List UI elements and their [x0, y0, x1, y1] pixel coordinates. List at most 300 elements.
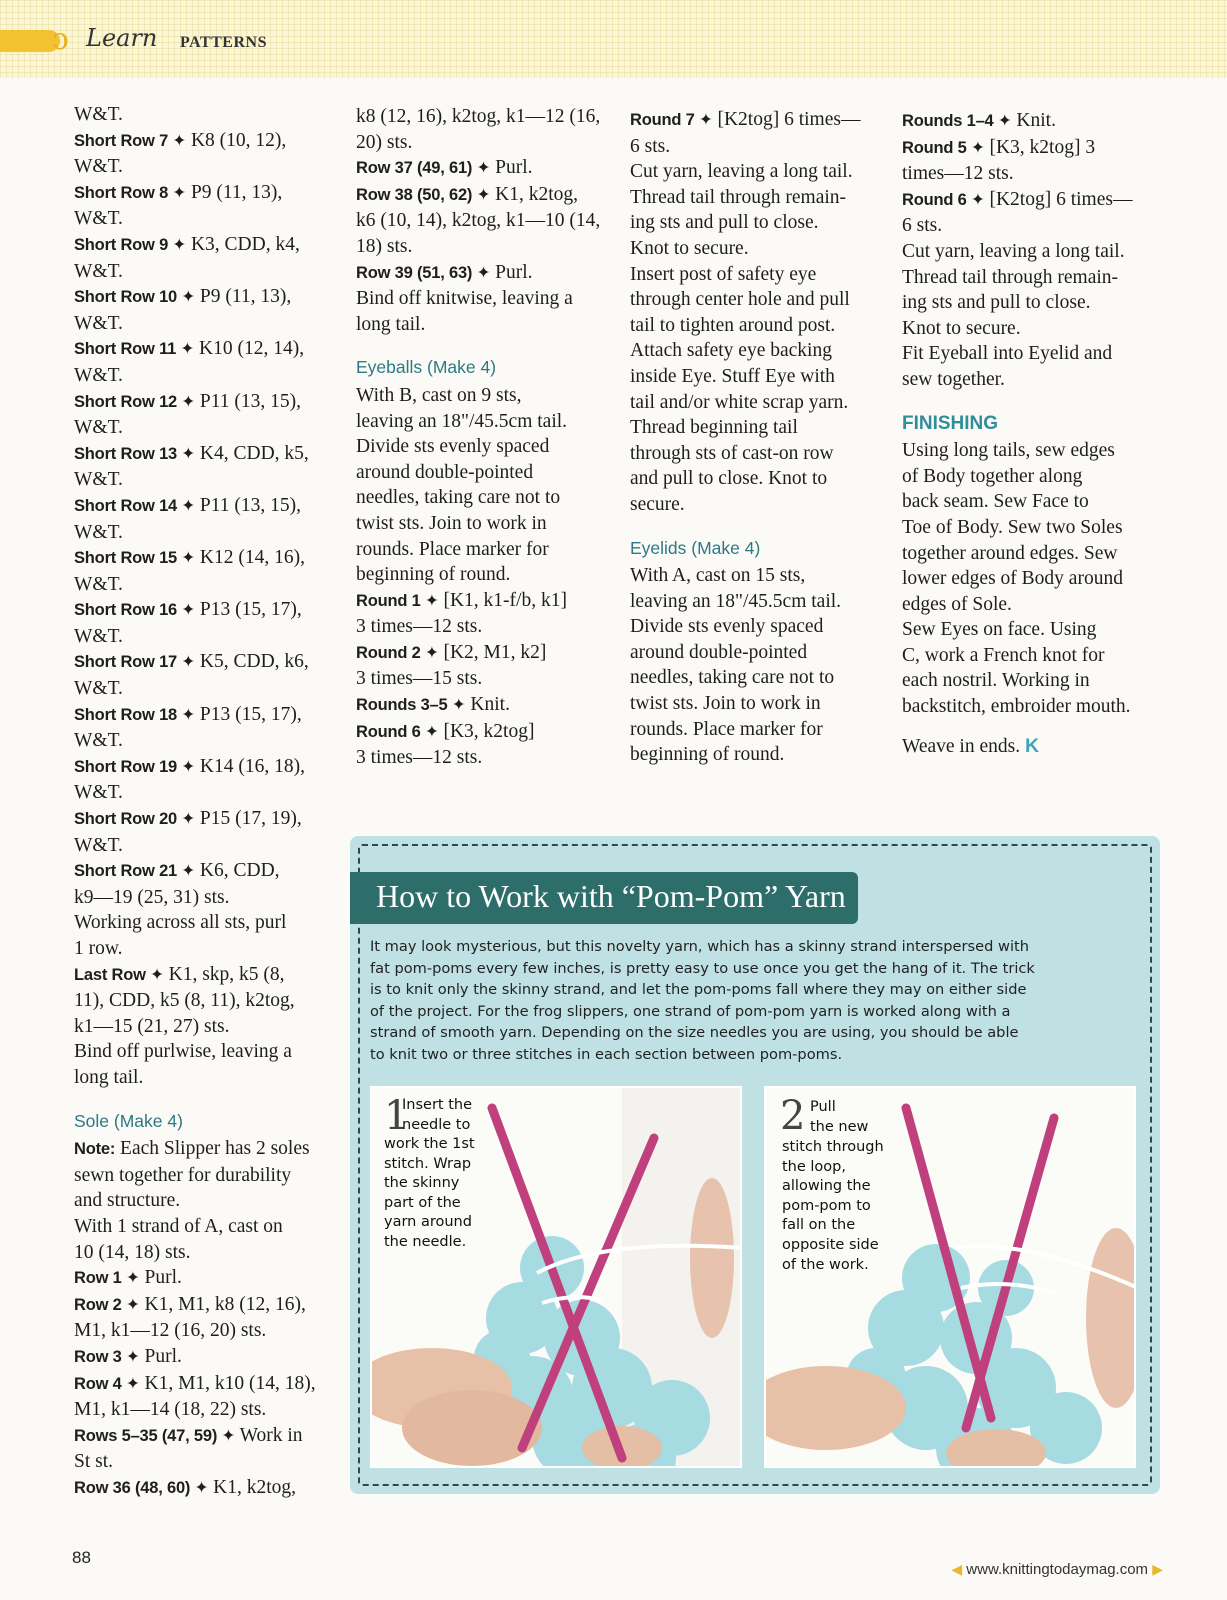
- row-label: Short Row 10 ✦: [74, 288, 196, 307]
- text-line: [74, 833, 344, 859]
- row-label: Short Row 12 ✦: [74, 392, 196, 411]
- row-label: Short Row 14 ✦: [74, 496, 196, 515]
- text-line: [356, 286, 618, 312]
- instruction-text: rounds. Place marker for: [356, 538, 549, 560]
- text-line: [902, 213, 1164, 239]
- instruction-text: With A, cast on 15 sts,: [630, 565, 806, 587]
- section-heading: FINISHING: [902, 412, 999, 434]
- text-line: [630, 313, 892, 339]
- text-line: [630, 236, 892, 262]
- text-line: [902, 489, 1164, 515]
- instruction-text: K1, skp, k5 (8,: [163, 963, 285, 985]
- text-line: [630, 441, 892, 467]
- instruction-text: K12 (14, 16),: [195, 547, 305, 569]
- text-line: [356, 208, 618, 234]
- instruction-text: beginning of round.: [630, 744, 785, 766]
- arrow-right-icon: ▶: [1152, 1561, 1163, 1577]
- instruction-text: Divide sts evenly spaced: [356, 436, 550, 458]
- text-line: [74, 154, 344, 180]
- instruction-text: K1, k2tog,: [208, 1476, 296, 1498]
- instruction-text: 1 row.: [74, 938, 123, 959]
- text-line: [74, 259, 344, 285]
- text-line: [356, 234, 618, 260]
- step-1-text: Insert the needle to: [402, 1097, 472, 1133]
- subheading: Sole (Make 4): [74, 1110, 183, 1131]
- text-line: [630, 742, 892, 768]
- instruction-text: around double-pointed: [630, 641, 808, 663]
- instruction-text: M1, k1—14 (18, 22) sts.: [74, 1399, 267, 1421]
- text-line: [74, 624, 344, 650]
- text-line: [74, 102, 344, 128]
- instruction-text: rounds. Place marker for: [630, 718, 823, 740]
- row-label: Row 39 (51, 63) ✦: [356, 263, 491, 282]
- instruction-text: each nostril. Working in: [902, 670, 1090, 692]
- instruction-text: together around edges. Sew: [902, 542, 1118, 564]
- text-line: [630, 287, 892, 313]
- row-label: Row 3 ✦: [74, 1347, 140, 1366]
- instruction-text: M1, k1—12 (16, 20) sts.: [74, 1320, 267, 1342]
- header-tab-decoration: [0, 30, 60, 52]
- instruction-text: Knot to secure.: [902, 317, 1021, 339]
- instruction-text: 3 times—15 sts.: [356, 668, 483, 690]
- text-line: [74, 128, 344, 155]
- instruction-text: and pull to close. Knot to: [630, 468, 828, 490]
- text-line: [74, 1014, 344, 1040]
- instruction-text: K10 (12, 14),: [194, 338, 305, 360]
- instruction-text: Thread tail through remain-: [902, 266, 1119, 288]
- text-line: [630, 159, 892, 185]
- text-line: [630, 640, 892, 666]
- row-label: Last Row ✦: [74, 965, 164, 984]
- text-line: [630, 390, 892, 416]
- text-line: [74, 676, 344, 702]
- instruction-text: Purl.: [139, 1267, 182, 1289]
- text-line: [74, 910, 344, 936]
- instruction-text: W&T.: [74, 834, 123, 856]
- instruction-text: of Body together along: [902, 465, 1083, 487]
- text-line: [74, 467, 344, 493]
- instruction-text: Bind off knitwise, leaving a: [356, 288, 573, 310]
- text-line: [356, 719, 618, 746]
- instruction-text: W&T.: [74, 782, 123, 804]
- instruction-text: 11), CDD, k5 (8, 11), k2tog,: [74, 990, 295, 1012]
- instruction-text: Bind off purlwise, leaving a: [74, 1041, 292, 1063]
- column-2: [356, 104, 618, 771]
- instruction-text: needles, taking care not to: [356, 487, 561, 509]
- intro-line: fat pom-poms every few inches, is pretty easy to use once you get the hang of it. The trick: [370, 959, 1035, 977]
- instruction-text: times—12 sts.: [902, 163, 1014, 185]
- instruction-text: W&T.: [74, 730, 123, 752]
- text-line: [74, 1188, 344, 1214]
- swirl-icon: ↄ: [52, 22, 69, 57]
- text-line: [74, 885, 344, 911]
- instruction-text: ing sts and pull to close.: [902, 292, 1091, 314]
- instruction-text: Sew Eyes on face. Using: [902, 619, 1097, 641]
- text-line: [74, 1039, 344, 1065]
- text-line: [74, 962, 344, 989]
- intro-line: to knit two or three stitches in each section between pom-poms.: [370, 1045, 843, 1063]
- instruction-text: With B, cast on 9 sts,: [356, 384, 522, 406]
- row-label: Row 1 ✦: [74, 1269, 140, 1288]
- instruction-text: P11 (13, 15),: [195, 390, 302, 412]
- text-line: [74, 363, 344, 389]
- instruction-text: 3 times—12 sts.: [356, 616, 483, 638]
- instruction-text: Knot to secure.: [630, 237, 749, 259]
- text-line: [74, 520, 344, 546]
- text-line: [356, 182, 618, 209]
- text-line: [74, 754, 344, 781]
- row-label: Short Row 20 ✦: [74, 810, 196, 829]
- text-line: [74, 1214, 344, 1240]
- step-number: 1: [384, 1093, 410, 1139]
- text-line: [74, 1397, 344, 1423]
- text-line: [630, 492, 892, 518]
- text-line: [356, 155, 618, 182]
- instruction-text: Knit.: [1011, 110, 1056, 131]
- instruction-text: K1, M1, k8 (12, 16),: [139, 1293, 306, 1315]
- instruction-text: sew together.: [902, 368, 1005, 390]
- instruction-text: sewn together for durability: [74, 1164, 292, 1186]
- step-number: 2: [780, 1093, 806, 1139]
- text-line: [74, 1163, 344, 1189]
- text-line: [356, 383, 618, 409]
- instruction-text: [K3, k2tog]: [438, 720, 535, 742]
- instruction-text: W&T.: [74, 625, 123, 647]
- instruction-text: k6 (10, 14), k2tog, k1—10 (14,: [356, 210, 601, 232]
- row-label: Rounds 1–4 ✦: [902, 112, 1012, 130]
- instruction-text: W&T.: [74, 678, 123, 700]
- instruction-text: 10 (14, 18) sts.: [74, 1241, 191, 1263]
- instruction-text: Weave in ends.: [902, 735, 1025, 757]
- step-2-text-cont: stitch through the loop, allowing the pom-pom to fall on the opposite side of the work.: [782, 1139, 884, 1273]
- instruction-text: Insert post of safety eye: [630, 263, 817, 285]
- text-line: [356, 260, 618, 287]
- text-line: [74, 1318, 344, 1344]
- text-line: [74, 1475, 344, 1502]
- instruction-text: C, work a French knot for: [902, 644, 1105, 666]
- text-line: [74, 806, 344, 833]
- text-line: [630, 614, 892, 640]
- text-line: [902, 367, 1164, 393]
- instruction-text: long tail.: [74, 1066, 144, 1088]
- instruction-text: W&T.: [74, 573, 123, 595]
- text-line: [902, 668, 1164, 694]
- instruction-text: [K3, k2tog] 3: [984, 136, 1096, 158]
- instruction-text: W&T.: [74, 469, 123, 491]
- instruction-text: Toe of Body. Sew two Soles: [902, 516, 1123, 538]
- text-line: [356, 614, 618, 640]
- sidebar-intro: [370, 936, 1140, 1065]
- text-line: [356, 511, 618, 537]
- text-line: [74, 545, 344, 572]
- text-line: [902, 541, 1164, 567]
- instruction-text: Knit.: [465, 694, 510, 716]
- text-line: [74, 1292, 344, 1319]
- text-line: [902, 694, 1164, 720]
- instruction-text: twist sts. Join to work in: [356, 512, 547, 534]
- text-line: [630, 665, 892, 691]
- instruction-text: 20) sts.: [356, 131, 413, 153]
- arrow-left-icon: ◀: [951, 1561, 963, 1577]
- instruction-text: ing sts and pull to close.: [630, 212, 819, 234]
- instruction-text: Divide sts evenly spaced: [630, 616, 824, 638]
- text-line: [74, 232, 344, 259]
- instruction-text: backstitch, embroider mouth.: [902, 696, 1131, 718]
- text-line: [356, 104, 618, 130]
- text-line: [74, 180, 344, 207]
- instruction-text: k9—19 (25, 31) sts.: [74, 886, 230, 908]
- instruction-text: Cut yarn, leaving a long tail.: [630, 161, 853, 183]
- instruction-text: inside Eye. Stuff Eye with: [630, 365, 835, 387]
- intro-line: It may look mysterious, but this novelty yarn, which has a skinny strand interspersed with: [370, 938, 1029, 955]
- instruction-text: tail and/or white scrap yarn.: [630, 391, 849, 413]
- text-line: [630, 563, 892, 589]
- instruction-text: 3 times—12 sts.: [356, 747, 483, 769]
- instruction-text: Fit Eyeball into Eyelid and: [902, 343, 1113, 365]
- text-line: [630, 210, 892, 236]
- text-line: [356, 130, 618, 156]
- row-label: Row 37 (49, 61) ✦: [356, 159, 491, 178]
- spacer: [902, 720, 1164, 734]
- instruction-text: Work in: [235, 1424, 303, 1446]
- instruction-text: W&T.: [74, 364, 123, 386]
- text-line: [356, 409, 618, 435]
- text-line: [356, 537, 618, 563]
- row-label: Short Row 17 ✦: [74, 653, 196, 672]
- instruction-text: 6 sts.: [630, 135, 671, 157]
- text-line: [74, 936, 344, 962]
- row-label: Short Row 8 ✦: [74, 183, 187, 202]
- step-1-text-cont: work the 1st stitch. Wrap the skinny part of the yarn around the needle.: [384, 1136, 475, 1250]
- text-line: [74, 1449, 344, 1475]
- instruction-text: long tail.: [356, 313, 426, 335]
- text-line: [74, 1371, 344, 1398]
- instruction-text: Thread tail through remain-: [630, 186, 847, 208]
- row-label: Short Row 9 ✦: [74, 235, 187, 254]
- text-line: [356, 588, 618, 615]
- instruction-text: W&T.: [74, 208, 123, 230]
- instruction-text: Cut yarn, leaving a long tail.: [902, 240, 1125, 262]
- instruction-text: 6 sts.: [902, 215, 943, 237]
- instruction-text: P11 (13, 15),: [195, 494, 302, 516]
- step-1-photo: [370, 1086, 742, 1468]
- text-line: [902, 643, 1164, 669]
- instruction-text: K3, CDD, k4,: [186, 233, 300, 255]
- text-line: [356, 312, 618, 338]
- text-line: [74, 389, 344, 416]
- row-label: Short Row 15 ✦: [74, 549, 196, 568]
- instruction-text: tail to tighten around post.: [630, 314, 836, 336]
- instruction-text: Using long tails, sew edges: [902, 440, 1115, 462]
- row-label: Short Row 19 ✦: [74, 757, 196, 776]
- instruction-text: Thread beginning tail: [630, 417, 798, 439]
- column-1: [74, 102, 344, 1501]
- text-line: [630, 134, 892, 160]
- section-name: Learn: [86, 24, 158, 52]
- text-line: [74, 336, 344, 363]
- text-line: [630, 691, 892, 717]
- row-label: Short Row 11 ✦: [74, 340, 195, 359]
- row-label: Short Row 18 ✦: [74, 705, 196, 724]
- text-line: [74, 649, 344, 676]
- category-name: PATTERNS: [180, 34, 267, 51]
- text-line: [74, 1423, 344, 1450]
- text-line: [630, 338, 892, 364]
- column-4: [902, 108, 1164, 759]
- instruction-text: edges of Sole.: [902, 593, 1012, 615]
- subheading: Eyeballs (Make 4): [356, 357, 497, 378]
- intro-line: of the project. For the frog slippers, one strand of pom-pom yarn is worked along with a: [370, 1002, 1011, 1020]
- text-line: [356, 640, 618, 667]
- instruction-text: through sts of cast-on row: [630, 442, 834, 464]
- text-line: [902, 316, 1164, 342]
- instruction-text: P13 (15, 17),: [195, 599, 302, 621]
- instruction-text: [K2tog] 6 times—: [984, 188, 1133, 210]
- text-line: [74, 441, 344, 468]
- text-line: [902, 592, 1164, 618]
- row-label: Note:: [74, 1140, 116, 1159]
- instruction-text: back seam. Sew Face to: [902, 491, 1089, 513]
- row-label: Round 1 ✦: [356, 591, 439, 610]
- page-number: 88: [72, 1548, 91, 1567]
- instruction-text: St st.: [74, 1451, 114, 1473]
- instruction-text: Purl.: [139, 1345, 182, 1367]
- text-line: [630, 717, 892, 743]
- text-line: [356, 434, 618, 460]
- row-label: Short Row 16 ✦: [74, 601, 196, 620]
- text-line: [902, 108, 1164, 135]
- text-line: [74, 415, 344, 441]
- instruction-text: P15 (17, 19),: [195, 808, 302, 830]
- row-label: Round 6 ✦: [356, 722, 439, 741]
- step-2-text: Pull the new: [810, 1099, 869, 1135]
- instruction-text: K8 (10, 12),: [186, 129, 287, 151]
- text-line: [630, 107, 892, 134]
- instruction-text: K1, k2tog,: [490, 183, 578, 205]
- text-line: [356, 485, 618, 511]
- instruction-text: Purl.: [490, 157, 533, 179]
- pom-pom-yarn-sidebar: [350, 836, 1160, 1494]
- row-label: Round 6 ✦: [902, 190, 985, 209]
- text-line: [902, 464, 1164, 490]
- step-2-photo: [764, 1086, 1136, 1468]
- instruction-text: secure.: [630, 493, 685, 515]
- text-line: [74, 311, 344, 337]
- row-label: Round 2 ✦: [356, 643, 439, 662]
- magazine-logo-icon: K: [1024, 734, 1040, 757]
- instruction-text: k1—15 (21, 27) sts.: [74, 1015, 230, 1037]
- row-label: Row 36 (48, 60) ✦: [74, 1478, 209, 1497]
- instruction-text: W&T.: [74, 104, 123, 125]
- instruction-text: P9 (11, 13),: [195, 286, 292, 308]
- instruction-text: beginning of round.: [356, 564, 511, 586]
- text-line: [630, 589, 892, 615]
- column-3: [630, 107, 892, 768]
- instruction-text: Attach safety eye backing: [630, 340, 832, 362]
- row-label: Short Row 7 ✦: [74, 131, 187, 150]
- instruction-text: W&T.: [74, 521, 123, 543]
- instruction-text: needles, taking care not to: [630, 667, 835, 689]
- instruction-text: K14 (16, 18),: [195, 755, 305, 777]
- url-text: www.knittingtodaymag.com: [966, 1561, 1149, 1578]
- instruction-text: leaving an 18"/45.5cm tail.: [356, 410, 568, 432]
- text-line: [74, 1240, 344, 1266]
- instruction-text: and structure.: [74, 1190, 181, 1212]
- row-label: Short Row 13 ✦: [74, 444, 196, 463]
- instruction-text: W&T.: [74, 417, 123, 439]
- instruction-text: K5, CDD, k6,: [195, 651, 309, 673]
- instruction-text: With 1 strand of A, cast on: [74, 1215, 283, 1237]
- instruction-text: W&T.: [74, 156, 123, 178]
- instruction-text: K1, M1, k10 (14, 18),: [139, 1372, 316, 1394]
- text-line: [74, 1344, 344, 1371]
- intro-line: strand of smooth yarn. Depending on the size needles you are using, you should be able: [370, 1024, 1019, 1041]
- instruction-text: [K1, k1-f/b, k1]: [438, 589, 567, 611]
- instruction-text: twist sts. Join to work in: [630, 693, 821, 715]
- row-label: Round 7 ✦: [630, 111, 713, 129]
- text-line: [356, 692, 618, 719]
- row-label: Round 5 ✦: [902, 138, 985, 157]
- instruction-text: K4, CDD, k5,: [195, 442, 309, 464]
- text-line: [74, 780, 344, 806]
- text-line: [74, 493, 344, 520]
- instruction-text: W&T.: [74, 260, 123, 282]
- text-line: [902, 438, 1164, 464]
- text-line: [74, 284, 344, 311]
- row-label: Row 38 (50, 62) ✦: [356, 185, 491, 204]
- text-line: [74, 1136, 344, 1163]
- text-line: [630, 364, 892, 390]
- text-line: [630, 185, 892, 211]
- text-line: [902, 617, 1164, 643]
- text-line: [630, 466, 892, 492]
- text-line: [902, 734, 1164, 760]
- instruction-text: around double-pointed: [356, 461, 534, 483]
- text-line: [74, 206, 344, 232]
- instruction-text: Each Slipper has 2 soles: [115, 1138, 310, 1160]
- instruction-text: k8 (12, 16), k2tog, k1—12 (16,: [356, 106, 601, 127]
- text-line: [902, 187, 1164, 214]
- text-line: [902, 290, 1164, 316]
- subheading: Eyelids (Make 4): [630, 537, 761, 558]
- page-header: [0, 0, 1227, 78]
- text-line: [74, 858, 344, 885]
- intro-line: is to knit only the skinny strand, and let the pom-poms fall where they may on either side: [370, 981, 1027, 998]
- instruction-text: [K2, M1, k2]: [438, 641, 547, 663]
- row-label: Row 2 ✦: [74, 1295, 140, 1314]
- text-line: [902, 265, 1164, 291]
- instruction-text: Purl.: [490, 261, 533, 283]
- website-url: [951, 1561, 1163, 1578]
- instruction-text: through center hole and pull: [630, 289, 850, 311]
- instruction-text: [K2tog] 6 times—: [712, 109, 861, 130]
- text-line: [356, 460, 618, 486]
- text-line: [356, 666, 618, 692]
- text-line: [74, 1265, 344, 1292]
- text-line: [902, 341, 1164, 367]
- instruction-text: leaving an 18"/45.5cm tail.: [630, 590, 842, 612]
- text-line: [74, 988, 344, 1014]
- text-line: [356, 745, 618, 771]
- text-line: [630, 415, 892, 441]
- instruction-text: W&T.: [74, 312, 123, 334]
- text-line: [902, 566, 1164, 592]
- instruction-text: P13 (15, 17),: [195, 703, 302, 725]
- row-label: Row 4 ✦: [74, 1374, 140, 1393]
- text-line: [74, 572, 344, 598]
- text-line: [356, 562, 618, 588]
- text-line: [74, 597, 344, 624]
